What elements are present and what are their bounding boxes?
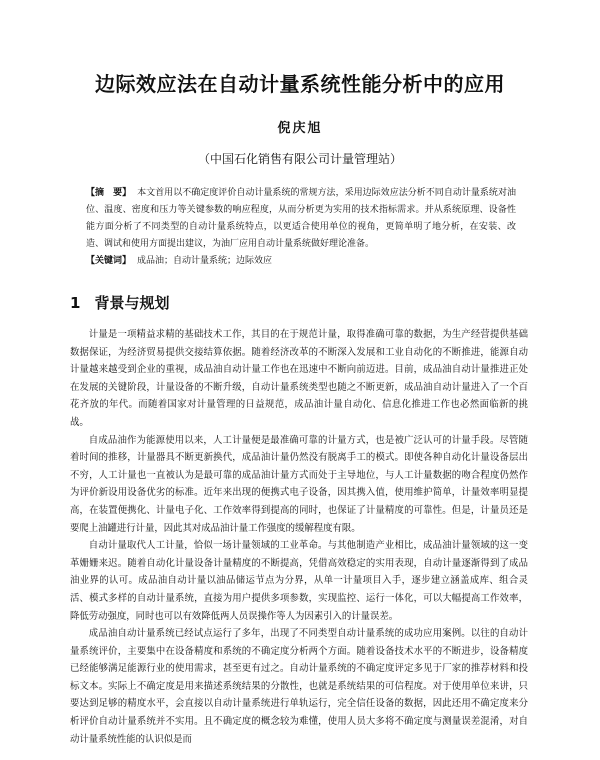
paragraph: 成品油自动计量系统已经试点运行了多年，出现了不同类型自动计量系统的成功应用案例。以往的自动计量系统评价，主要集中在设备精度和系统的不确定度分析两个方面。随着设备技术水平的不断进步，设备精度已经能够满足能源行业的使用需求，甚至更有过之。自动计量系统的不确定度评定多见于厂家的推荐材料和投标文本。实际上不确定度是用来描述系统结果的分散性，也就是系统结果的可信程度。对于使用单位来讲，只要达到足够的精度水平，会直接以自动计量系统进行单轨运行，完全信任设备的数据，因此还用不确定度来分析评价自动计量系统并不实用。且不确定度的概念较为难懂，使用人员大多将不确定度与测量误差混淆，对自动计量系统性能的认识似是而	[70, 628, 528, 745]
paragraph: 计量是一项精益求精的基础技术工作，其目的在于规范计量，取得准确可靠的数据，为生产经营提供基础数据保证，为经济贸易提供交接结算依据。随着经济改革的不断深入发展和工业自动化的不断推进，能源自动计量越来越受到企业的重视，成品油自动计量工作也在迅速中不断向前迈进。目前，成品油自动计量推进正处在发展的关键阶段，计量设备的不断升级，自动计量系统类型也随之不断更新，成品油自动计量进入了一个百花齐放的年代。而随着国家对计量管理的日益规范，成品油计量自动化、信息化推进工作也必然面临新的挑战。	[70, 329, 528, 428]
paper-affiliation: （中国石化销售有限公司计量管理站）	[197, 152, 402, 166]
paragraph: 自动计量取代人工计量，恰似一场计量领域的工业革命。与其他制造产业相比，成品油计量领域的这一变革姗姗来迟。随着自动化计量设备计量精度的不断提高，凭借高效稳定的实用表现，自动计量逐渐得到了成品油业界的认可。成品油自动计量以油品储运节点为分界，从单一计量项目入手，逐步建立涵盖成库、组合灵活、模式多样的自动计量系统，直接为用户提供多项参数，实现监控、运行一体化，可以大幅提高工作效率，降低劳动强度，同时也可以有效降低两人员误操作等人为因素引入的计量误差。	[70, 540, 528, 622]
paragraph: 自成品油作为能源使用以来，人工计量便是最准确可靠的计量方式，也是被广泛认可的计量手段。尽管随着时间的推移，计量器具不断更新换代，成品油计量仍然没有脱离手工的模式。即使各种自动化计量设备层出不穷，人工计量也一直被认为是最可靠的成品油计量方式而处于主导地位，与人工计量数据的吻合程度仍然作为评价新设用设备优劣的标准。近年来出现的便携式电子设备，因其携入值，使用维护简单，计量效率明显提高，在装置便携化、计量电子化、工作效率得到提高的同时，也保证了计量精度的可靠性。但是，计量员还是要爬上油罐进行计量，因此其对成品油计量工作强度的缓解程度有限。	[70, 434, 528, 534]
keywords-label: 【关键词】	[86, 256, 132, 266]
paper-title: 边际效应法在自动计量系统性能分析中的应用	[95, 72, 505, 96]
keywords	[86, 253, 516, 270]
abstract-text: 本文首用以不确定度评价自动计量系统的常规方法，采用边际效应法分析不同自动计量系统对油位、温度、密度和压力等关键参数的响应程度，从而分析更为实用的技术指标需求。并从系统原理、设备性能方面分析了不同类型的自动计量系统特点，以更适合使用单位的视角，更简单明了地分析，在安装、改造、调试和使用方面提出建议，为油厂应用自动计量系统做好理论准备。	[86, 188, 516, 249]
section-title: 背景与规划	[94, 294, 170, 312]
abstract	[86, 185, 516, 253]
keywords-text: 成品油；自动计量系统；边际效应	[137, 256, 273, 266]
section-number: 1	[70, 294, 81, 312]
section-body	[70, 326, 528, 748]
section-heading	[70, 292, 169, 313]
paper-author: 倪庆旭	[277, 121, 323, 136]
abstract-label: 【摘 要】	[86, 188, 132, 198]
